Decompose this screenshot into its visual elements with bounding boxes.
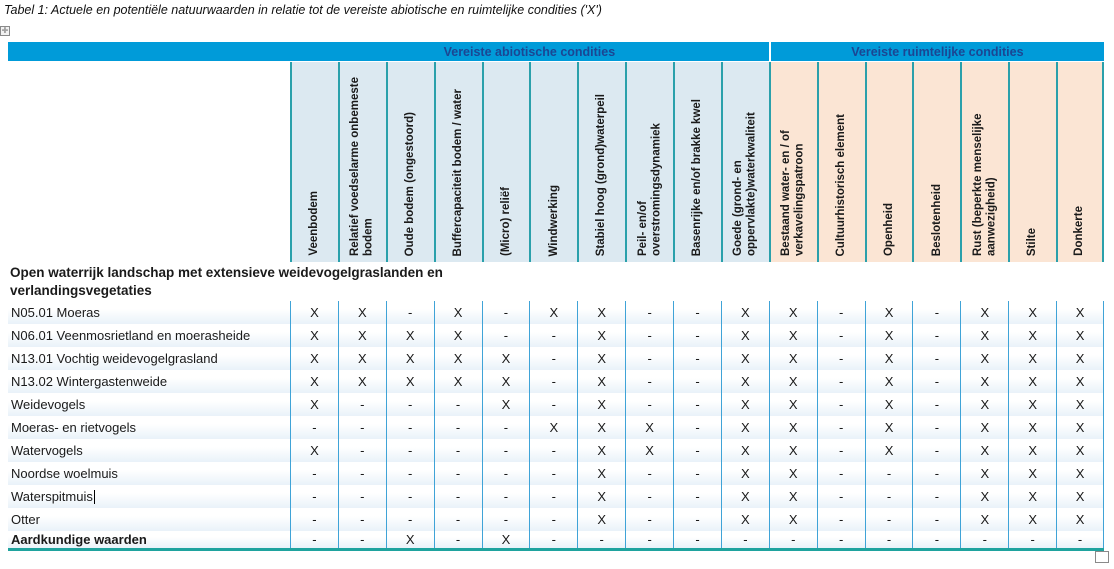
table-cell[interactable]: X bbox=[1056, 462, 1104, 485]
column-header-label: Veenbodem bbox=[308, 191, 321, 256]
table-cell[interactable]: X bbox=[434, 324, 482, 347]
table-cell[interactable]: - bbox=[673, 324, 721, 347]
table-cell[interactable]: X bbox=[865, 347, 913, 370]
table-row bbox=[8, 485, 1104, 508]
table-cell[interactable]: X bbox=[1008, 485, 1056, 508]
table-cell[interactable]: - bbox=[817, 462, 865, 485]
table-cell[interactable]: - bbox=[912, 531, 960, 548]
table-cell[interactable]: - bbox=[386, 462, 434, 485]
table-cell[interactable]: X bbox=[482, 370, 530, 393]
table-cell[interactable]: - bbox=[865, 508, 913, 531]
table-cell[interactable]: X bbox=[1008, 439, 1056, 462]
table-cell[interactable]: - bbox=[625, 347, 673, 370]
table-cell[interactable]: - bbox=[1056, 531, 1104, 548]
table-cell[interactable]: - bbox=[817, 531, 865, 548]
table-cell[interactable]: X bbox=[721, 301, 769, 324]
table-cell[interactable]: - bbox=[386, 393, 434, 416]
column-header[interactable] bbox=[577, 62, 625, 262]
table-cell[interactable]: X bbox=[338, 301, 386, 324]
table-cell[interactable]: X bbox=[577, 439, 625, 462]
table-cell[interactable]: X bbox=[577, 416, 625, 439]
table-cell[interactable]: - bbox=[865, 485, 913, 508]
table-cell[interactable]: - bbox=[434, 531, 482, 548]
table-cell[interactable]: X bbox=[960, 416, 1008, 439]
table-cell[interactable]: - bbox=[625, 370, 673, 393]
table-cell[interactable]: X bbox=[625, 416, 673, 439]
table-cell[interactable]: - bbox=[912, 393, 960, 416]
table-cell[interactable]: X bbox=[577, 347, 625, 370]
table-cell[interactable]: - bbox=[912, 508, 960, 531]
table-cell[interactable]: - bbox=[865, 531, 913, 548]
table-cell[interactable]: X bbox=[577, 324, 625, 347]
table-cell[interactable]: X bbox=[769, 324, 817, 347]
row-label-text: N13.02 Wintergastenweide bbox=[11, 374, 168, 389]
row-label[interactable] bbox=[8, 439, 290, 462]
column-header-label: Cultuurhistorisch element bbox=[834, 113, 847, 256]
table-cell[interactable]: X bbox=[434, 301, 482, 324]
table-cell[interactable]: X bbox=[960, 393, 1008, 416]
table-cell[interactable]: X bbox=[960, 347, 1008, 370]
table-row bbox=[8, 508, 1104, 531]
table-cell[interactable]: - bbox=[434, 393, 482, 416]
table-row bbox=[8, 462, 1104, 485]
table-cell[interactable]: - bbox=[769, 531, 817, 548]
row-label-text: Waterspitmuis bbox=[11, 489, 93, 504]
row-label[interactable] bbox=[8, 462, 290, 485]
table-cell[interactable]: X bbox=[865, 416, 913, 439]
table-cell[interactable]: - bbox=[673, 393, 721, 416]
column-header-row bbox=[8, 62, 1104, 262]
row-label-text: N06.01 Veenmosrietland en moerasheide bbox=[11, 328, 251, 343]
column-header[interactable] bbox=[529, 62, 577, 262]
table-cell[interactable]: X bbox=[577, 301, 625, 324]
table-cell[interactable]: X bbox=[721, 508, 769, 531]
table-cell[interactable]: X bbox=[960, 324, 1008, 347]
row-label-text: Otter bbox=[11, 512, 40, 527]
table-cell[interactable]: - bbox=[817, 393, 865, 416]
table-cell[interactable]: X bbox=[960, 370, 1008, 393]
table-cell[interactable]: X bbox=[338, 347, 386, 370]
table-cell[interactable]: X bbox=[1056, 508, 1104, 531]
table-cell[interactable]: - bbox=[386, 439, 434, 462]
table-cell[interactable]: X bbox=[960, 462, 1008, 485]
table-cell[interactable]: - bbox=[529, 485, 577, 508]
table-cell[interactable]: - bbox=[721, 531, 769, 548]
column-header-label: Goede (grond- en oppervlakte)waterkwaliteit bbox=[732, 112, 758, 256]
column-group-spatial[interactable]: Vereiste ruimtelijke condities bbox=[769, 42, 1104, 61]
table-cell[interactable]: X bbox=[721, 393, 769, 416]
row-label[interactable] bbox=[8, 370, 290, 393]
column-header-label: Stabiel hoog (grond)waterpeil bbox=[595, 93, 608, 256]
table-cell[interactable]: X bbox=[769, 301, 817, 324]
table-cell[interactable]: X bbox=[577, 508, 625, 531]
column-header[interactable] bbox=[386, 62, 434, 262]
table-cell[interactable]: X bbox=[769, 370, 817, 393]
table-cell[interactable]: X bbox=[577, 370, 625, 393]
table-cell[interactable]: - bbox=[577, 531, 625, 548]
table-cell[interactable]: X bbox=[769, 347, 817, 370]
table-cell[interactable]: - bbox=[529, 531, 577, 548]
column-header-label: Buffercapaciteit bodem / water bbox=[451, 88, 464, 256]
table-cell[interactable]: - bbox=[434, 416, 482, 439]
column-group-abiotic[interactable]: Vereiste abiotische condities bbox=[290, 42, 769, 61]
column-header-label: Stilte bbox=[1026, 227, 1039, 256]
table-cell[interactable]: - bbox=[912, 485, 960, 508]
table-cell[interactable]: - bbox=[912, 301, 960, 324]
table-cell[interactable]: X bbox=[625, 439, 673, 462]
table-row bbox=[8, 416, 1104, 439]
table-cell[interactable]: - bbox=[482, 508, 530, 531]
row-label-text: Weidevogels bbox=[11, 397, 86, 412]
table-cell[interactable]: - bbox=[338, 508, 386, 531]
column-header[interactable] bbox=[1056, 62, 1104, 262]
column-header-label: Openheid bbox=[882, 202, 895, 256]
table-cell[interactable]: - bbox=[625, 508, 673, 531]
table-cell[interactable]: X bbox=[482, 393, 530, 416]
table-cell[interactable]: X bbox=[290, 301, 338, 324]
table-cell[interactable]: X bbox=[865, 324, 913, 347]
column-header-label: Relatief voedselarme onbemeste bodem bbox=[349, 77, 375, 256]
table-cell[interactable]: X bbox=[577, 462, 625, 485]
table-cell[interactable]: - bbox=[817, 508, 865, 531]
table-cell[interactable]: - bbox=[529, 393, 577, 416]
table-cell[interactable]: X bbox=[960, 485, 1008, 508]
table-cell[interactable]: X bbox=[1056, 485, 1104, 508]
table-cell[interactable]: X bbox=[1008, 370, 1056, 393]
table-cell[interactable]: - bbox=[482, 416, 530, 439]
column-header-label: Beslotenheid bbox=[930, 183, 943, 256]
table-cell[interactable]: - bbox=[338, 531, 386, 548]
table-cell[interactable]: - bbox=[290, 416, 338, 439]
row-label[interactable] bbox=[8, 416, 290, 439]
table-cell[interactable]: X bbox=[769, 439, 817, 462]
table-row bbox=[8, 393, 1104, 416]
table-cell[interactable]: - bbox=[673, 301, 721, 324]
table-cell[interactable]: - bbox=[434, 508, 482, 531]
table-cell[interactable]: - bbox=[625, 531, 673, 548]
column-header[interactable] bbox=[960, 62, 1008, 262]
table-cell[interactable]: - bbox=[1008, 531, 1056, 548]
table-cell[interactable]: - bbox=[673, 485, 721, 508]
table-cell[interactable]: - bbox=[338, 439, 386, 462]
table-cell[interactable]: - bbox=[386, 508, 434, 531]
column-header-label: (Micro) reliëf bbox=[499, 186, 512, 256]
table-cell[interactable]: X bbox=[721, 370, 769, 393]
row-label[interactable] bbox=[8, 347, 290, 370]
table-cell[interactable]: X bbox=[865, 393, 913, 416]
table-cell[interactable]: X bbox=[386, 347, 434, 370]
table-cell[interactable]: - bbox=[625, 462, 673, 485]
table-cell[interactable]: - bbox=[673, 370, 721, 393]
table-cell[interactable]: - bbox=[912, 416, 960, 439]
table-cell[interactable]: - bbox=[529, 462, 577, 485]
table-cell[interactable]: - bbox=[912, 324, 960, 347]
table-cell[interactable]: X bbox=[960, 301, 1008, 324]
row-label[interactable] bbox=[8, 393, 290, 416]
table-cell[interactable]: X bbox=[721, 485, 769, 508]
row-label[interactable] bbox=[8, 324, 290, 347]
table-cell[interactable]: X bbox=[769, 485, 817, 508]
table-cell[interactable]: - bbox=[529, 370, 577, 393]
table-cell[interactable]: X bbox=[721, 462, 769, 485]
table-cell[interactable]: - bbox=[482, 324, 530, 347]
column-header[interactable] bbox=[482, 62, 530, 262]
column-header[interactable] bbox=[721, 62, 769, 262]
table-cell[interactable]: - bbox=[482, 439, 530, 462]
table-row bbox=[8, 301, 1104, 324]
table-cell[interactable]: - bbox=[290, 531, 338, 548]
column-header-label: Peil- en/of overstromingsdynamiek bbox=[636, 123, 663, 256]
table-cell[interactable]: - bbox=[290, 462, 338, 485]
row-label-text: N05.01 Moeras bbox=[11, 305, 100, 320]
column-header[interactable] bbox=[769, 62, 817, 262]
table-cell[interactable]: - bbox=[817, 416, 865, 439]
column-header[interactable] bbox=[865, 62, 913, 262]
column-header-label: Rust (beperkte menselijke aanwezigheid) bbox=[971, 113, 998, 256]
table-cell[interactable]: - bbox=[386, 416, 434, 439]
table-cell[interactable]: - bbox=[817, 485, 865, 508]
table-cell[interactable]: - bbox=[817, 301, 865, 324]
table-cell[interactable]: X bbox=[865, 370, 913, 393]
table-cell[interactable]: X bbox=[1008, 462, 1056, 485]
table-cell[interactable]: X bbox=[1056, 370, 1104, 393]
table-row bbox=[8, 347, 1104, 370]
table-cell[interactable]: - bbox=[434, 485, 482, 508]
table-cell[interactable]: - bbox=[960, 531, 1008, 548]
table-cell[interactable]: X bbox=[769, 393, 817, 416]
table-cell[interactable]: X bbox=[1056, 347, 1104, 370]
table-cell[interactable]: X bbox=[721, 324, 769, 347]
table-cell[interactable]: X bbox=[1056, 301, 1104, 324]
table-cell[interactable]: - bbox=[625, 324, 673, 347]
table-cell[interactable]: X bbox=[290, 324, 338, 347]
table-cell[interactable]: X bbox=[769, 508, 817, 531]
column-group-spacer bbox=[8, 42, 290, 61]
table-cell[interactable]: X bbox=[386, 531, 434, 548]
table-cell[interactable]: - bbox=[673, 347, 721, 370]
table-cell[interactable]: - bbox=[338, 393, 386, 416]
row-label[interactable] bbox=[8, 485, 290, 508]
table-cell[interactable]: X bbox=[338, 370, 386, 393]
table-cell[interactable]: X bbox=[577, 485, 625, 508]
table-cell[interactable]: - bbox=[529, 508, 577, 531]
column-header[interactable] bbox=[434, 62, 482, 262]
table-cell[interactable]: X bbox=[769, 462, 817, 485]
table-cell[interactable]: - bbox=[673, 416, 721, 439]
table-cell[interactable]: - bbox=[338, 416, 386, 439]
table-cell[interactable]: - bbox=[673, 439, 721, 462]
conditions-table bbox=[8, 42, 1104, 551]
table-cell[interactable]: X bbox=[1056, 324, 1104, 347]
table-cell[interactable]: X bbox=[1056, 416, 1104, 439]
row-label[interactable] bbox=[8, 301, 290, 324]
table-cell[interactable]: X bbox=[529, 416, 577, 439]
table-cell[interactable]: - bbox=[529, 347, 577, 370]
table-row bbox=[8, 531, 1104, 548]
table-cell[interactable]: X bbox=[1008, 324, 1056, 347]
table-cell[interactable]: - bbox=[529, 324, 577, 347]
table-cell[interactable]: - bbox=[912, 439, 960, 462]
table-cell[interactable]: - bbox=[482, 301, 530, 324]
section-header[interactable] bbox=[8, 262, 1104, 301]
column-header-label: Bestaand water- en / of verkavelingspatroon bbox=[780, 130, 806, 256]
table-cell[interactable]: X bbox=[865, 301, 913, 324]
row-label-text: Moeras- en rietvogels bbox=[11, 420, 136, 435]
table-cell[interactable]: X bbox=[769, 416, 817, 439]
table-cell[interactable]: - bbox=[338, 485, 386, 508]
row-label[interactable] bbox=[8, 508, 290, 531]
table-cell[interactable]: X bbox=[482, 347, 530, 370]
table-cell[interactable]: - bbox=[625, 485, 673, 508]
column-header-label: Donkerte bbox=[1073, 206, 1086, 256]
column-header-label: Windwerking bbox=[547, 184, 560, 256]
table-cell[interactable]: - bbox=[290, 508, 338, 531]
table-cell[interactable]: X bbox=[960, 439, 1008, 462]
table-cell[interactable]: X bbox=[386, 324, 434, 347]
table-cell[interactable]: X bbox=[960, 508, 1008, 531]
table-cell[interactable]: X bbox=[1056, 439, 1104, 462]
table-cell[interactable]: X bbox=[1008, 508, 1056, 531]
column-group-band bbox=[8, 42, 1104, 62]
table-cell[interactable]: - bbox=[386, 301, 434, 324]
row-label-text: Aardkundige waarden bbox=[11, 532, 147, 547]
table-cell[interactable]: - bbox=[434, 439, 482, 462]
table-cell[interactable]: - bbox=[912, 370, 960, 393]
table-cell[interactable]: X bbox=[386, 370, 434, 393]
column-header[interactable] bbox=[1008, 62, 1056, 262]
table-cell[interactable]: X bbox=[577, 393, 625, 416]
table-cell[interactable]: X bbox=[721, 347, 769, 370]
table-cell[interactable]: X bbox=[1008, 347, 1056, 370]
table-cell[interactable]: X bbox=[1008, 416, 1056, 439]
table-cell[interactable]: - bbox=[482, 462, 530, 485]
table-cell[interactable]: - bbox=[625, 301, 673, 324]
table-cell[interactable]: X bbox=[721, 439, 769, 462]
table-cell[interactable]: X bbox=[434, 370, 482, 393]
table-cell[interactable]: - bbox=[434, 462, 482, 485]
table-cell[interactable]: X bbox=[865, 439, 913, 462]
table-cell[interactable]: X bbox=[482, 531, 530, 548]
table-body bbox=[8, 301, 1104, 551]
table-cell[interactable]: - bbox=[817, 370, 865, 393]
column-header[interactable] bbox=[673, 62, 721, 262]
column-header-label: Oude bodem (ongestoord) bbox=[403, 111, 416, 256]
header-corner-cell bbox=[8, 62, 290, 262]
row-label-text: Noordse woelmuis bbox=[11, 466, 118, 481]
row-label-text: N13.01 Vochtig weidevogelgrasland bbox=[11, 351, 218, 366]
table-cell[interactable]: - bbox=[817, 324, 865, 347]
table-cell[interactable]: X bbox=[290, 439, 338, 462]
table-cell[interactable]: - bbox=[673, 531, 721, 548]
column-header[interactable] bbox=[625, 62, 673, 262]
table-cell[interactable]: X bbox=[721, 416, 769, 439]
table-cell[interactable]: - bbox=[290, 485, 338, 508]
table-cell[interactable]: - bbox=[817, 439, 865, 462]
row-label-text: Watervogels bbox=[11, 443, 83, 458]
table-cell[interactable]: - bbox=[865, 462, 913, 485]
table-cell[interactable]: - bbox=[386, 485, 434, 508]
table-cell[interactable]: X bbox=[1008, 301, 1056, 324]
column-header[interactable] bbox=[290, 62, 338, 262]
table-cell[interactable]: X bbox=[290, 370, 338, 393]
table-cell[interactable]: X bbox=[290, 347, 338, 370]
table-cell[interactable]: - bbox=[673, 462, 721, 485]
table-cell[interactable]: - bbox=[817, 347, 865, 370]
table-cell[interactable]: X bbox=[529, 301, 577, 324]
table-cell[interactable]: - bbox=[338, 462, 386, 485]
column-header[interactable] bbox=[817, 62, 865, 262]
table-cell[interactable]: X bbox=[1008, 393, 1056, 416]
table-cell[interactable]: X bbox=[434, 347, 482, 370]
table-row bbox=[8, 370, 1104, 393]
table-cell[interactable]: - bbox=[912, 462, 960, 485]
table-cell[interactable]: - bbox=[529, 439, 577, 462]
row-label[interactable] bbox=[8, 531, 290, 548]
table-row bbox=[8, 439, 1104, 462]
table-cell[interactable]: - bbox=[912, 347, 960, 370]
table-cell[interactable]: - bbox=[482, 485, 530, 508]
table-cell[interactable]: X bbox=[338, 324, 386, 347]
column-header-label: Basenrijke en/of brakke kwel bbox=[691, 98, 704, 256]
section-header-text: Open waterrijk landschap met extensieve weidevogelgraslanden en verlandingsvegetaties bbox=[10, 265, 443, 298]
table-resize-handle[interactable] bbox=[1095, 551, 1109, 563]
table-move-handle-icon[interactable]: ✛ bbox=[1, 26, 9, 35]
table-cell[interactable]: X bbox=[1056, 393, 1104, 416]
table-cell[interactable]: X bbox=[290, 393, 338, 416]
column-header[interactable] bbox=[338, 62, 386, 262]
text-cursor bbox=[94, 490, 95, 504]
table-caption[interactable]: Tabel 1: Actuele en potentiële natuurwaarden in relatie tot de vereiste abiotische en ruimtelijke condities ('X') bbox=[4, 3, 602, 17]
table-cell[interactable]: - bbox=[625, 393, 673, 416]
table-row bbox=[8, 324, 1104, 347]
column-header[interactable] bbox=[912, 62, 960, 262]
table-cell[interactable]: - bbox=[673, 508, 721, 531]
